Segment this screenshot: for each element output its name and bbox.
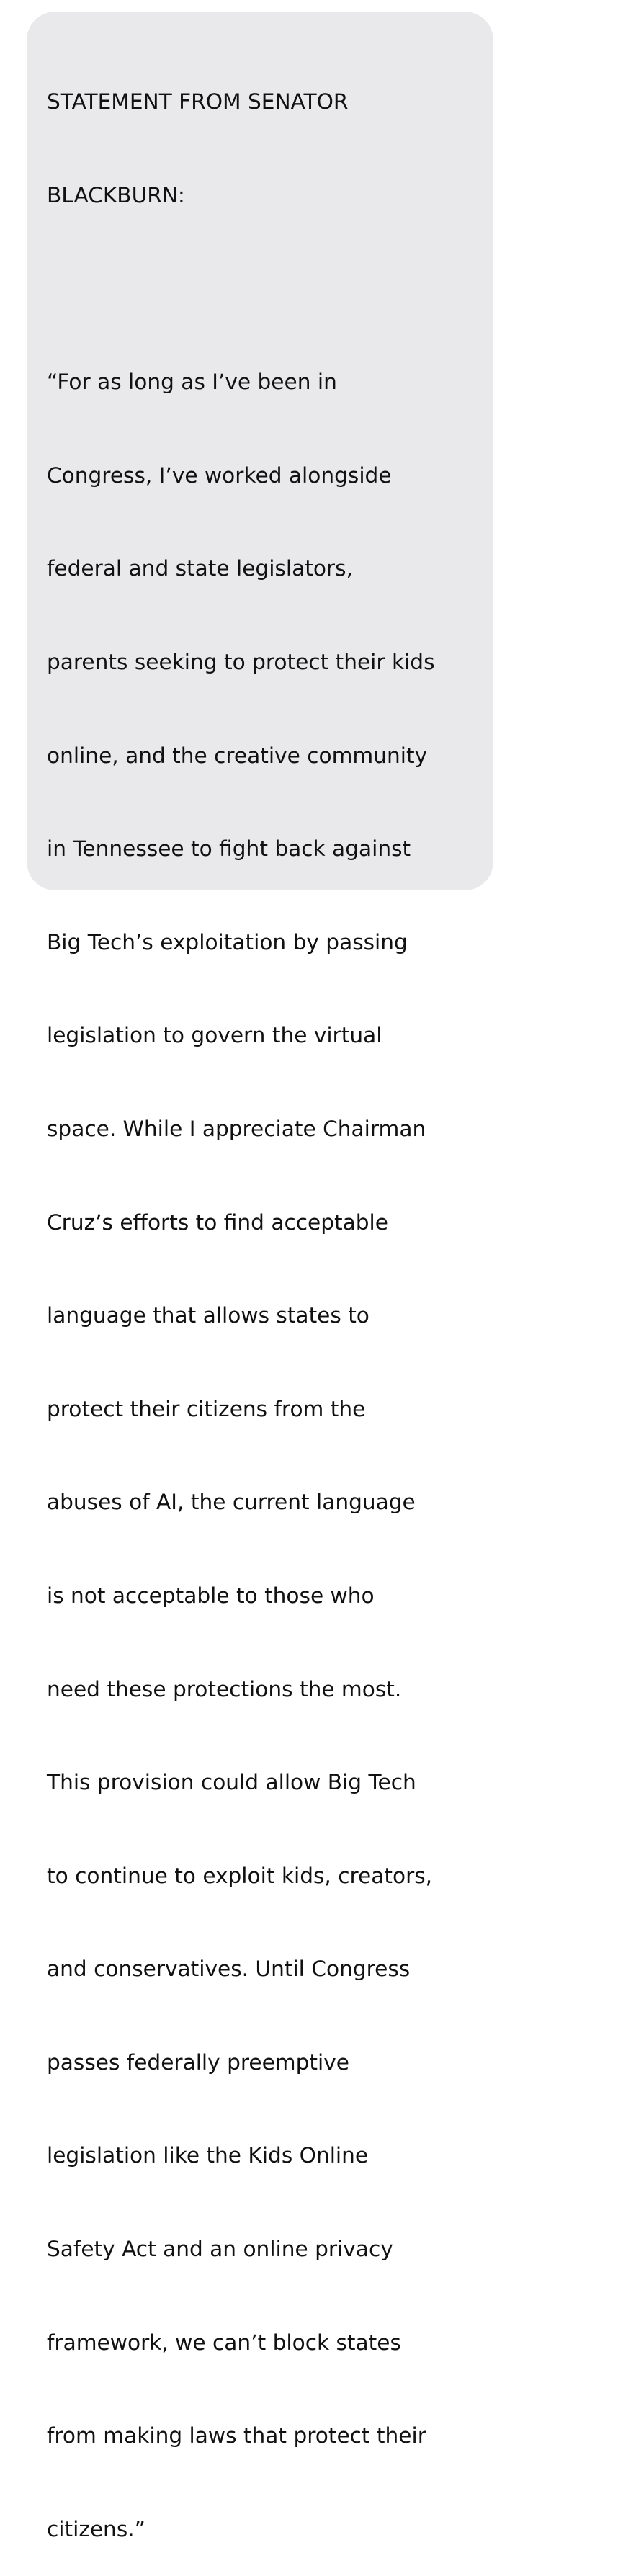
message-line: legislation to govern the virtual	[47, 1023, 382, 1048]
message-line: BLACKBURN:	[47, 183, 185, 207]
message-line: need these protections the most.	[47, 1676, 402, 1701]
message-line: in Tennessee to fight back against	[47, 836, 411, 862]
message-line	[47, 274, 486, 305]
message-line: passes federally preemptive	[47, 2049, 349, 2075]
message-line: STATEMENT FROM SENATOR	[47, 89, 349, 115]
message-line: from making laws that protect their	[47, 2423, 426, 2448]
message-line: Safety Act and an online privacy	[47, 2237, 393, 2262]
message-line: and conservatives. Until Congress	[47, 1956, 411, 1982]
message-line: legislation like the Kids Online	[47, 2143, 369, 2168]
message-line: online, and the creative community	[47, 743, 428, 768]
message-line: Big Tech’s exploitation by passing	[47, 929, 408, 954]
message-line: parents seeking to protect their kids	[47, 649, 435, 674]
message-line: to continue to exploit kids, creators,	[47, 1863, 433, 1888]
message-line: framework, we can’t block states	[47, 2330, 401, 2355]
message-text	[47, 24, 486, 2576]
message-line: space. While I appreciate Chairman	[47, 1116, 426, 1141]
message-line: language that allows states to	[47, 1303, 369, 1328]
message-line: federal and state legislators,	[47, 556, 353, 581]
message-line: is not acceptable to those who	[47, 1583, 375, 1608]
message-line: citizens.”	[47, 2516, 145, 2541]
message-line: Congress, I’ve worked alongside	[47, 462, 392, 488]
message-line: abuses of AI, the current language	[47, 1490, 416, 1515]
message-line: Cruz’s efforts to find acceptable	[47, 1209, 388, 1235]
message-line: “For as long as I’ve been in	[47, 370, 337, 395]
message-line: protect their citizens from the	[47, 1396, 366, 1421]
message-line: This provision could allow Big Tech	[47, 1770, 416, 1795]
